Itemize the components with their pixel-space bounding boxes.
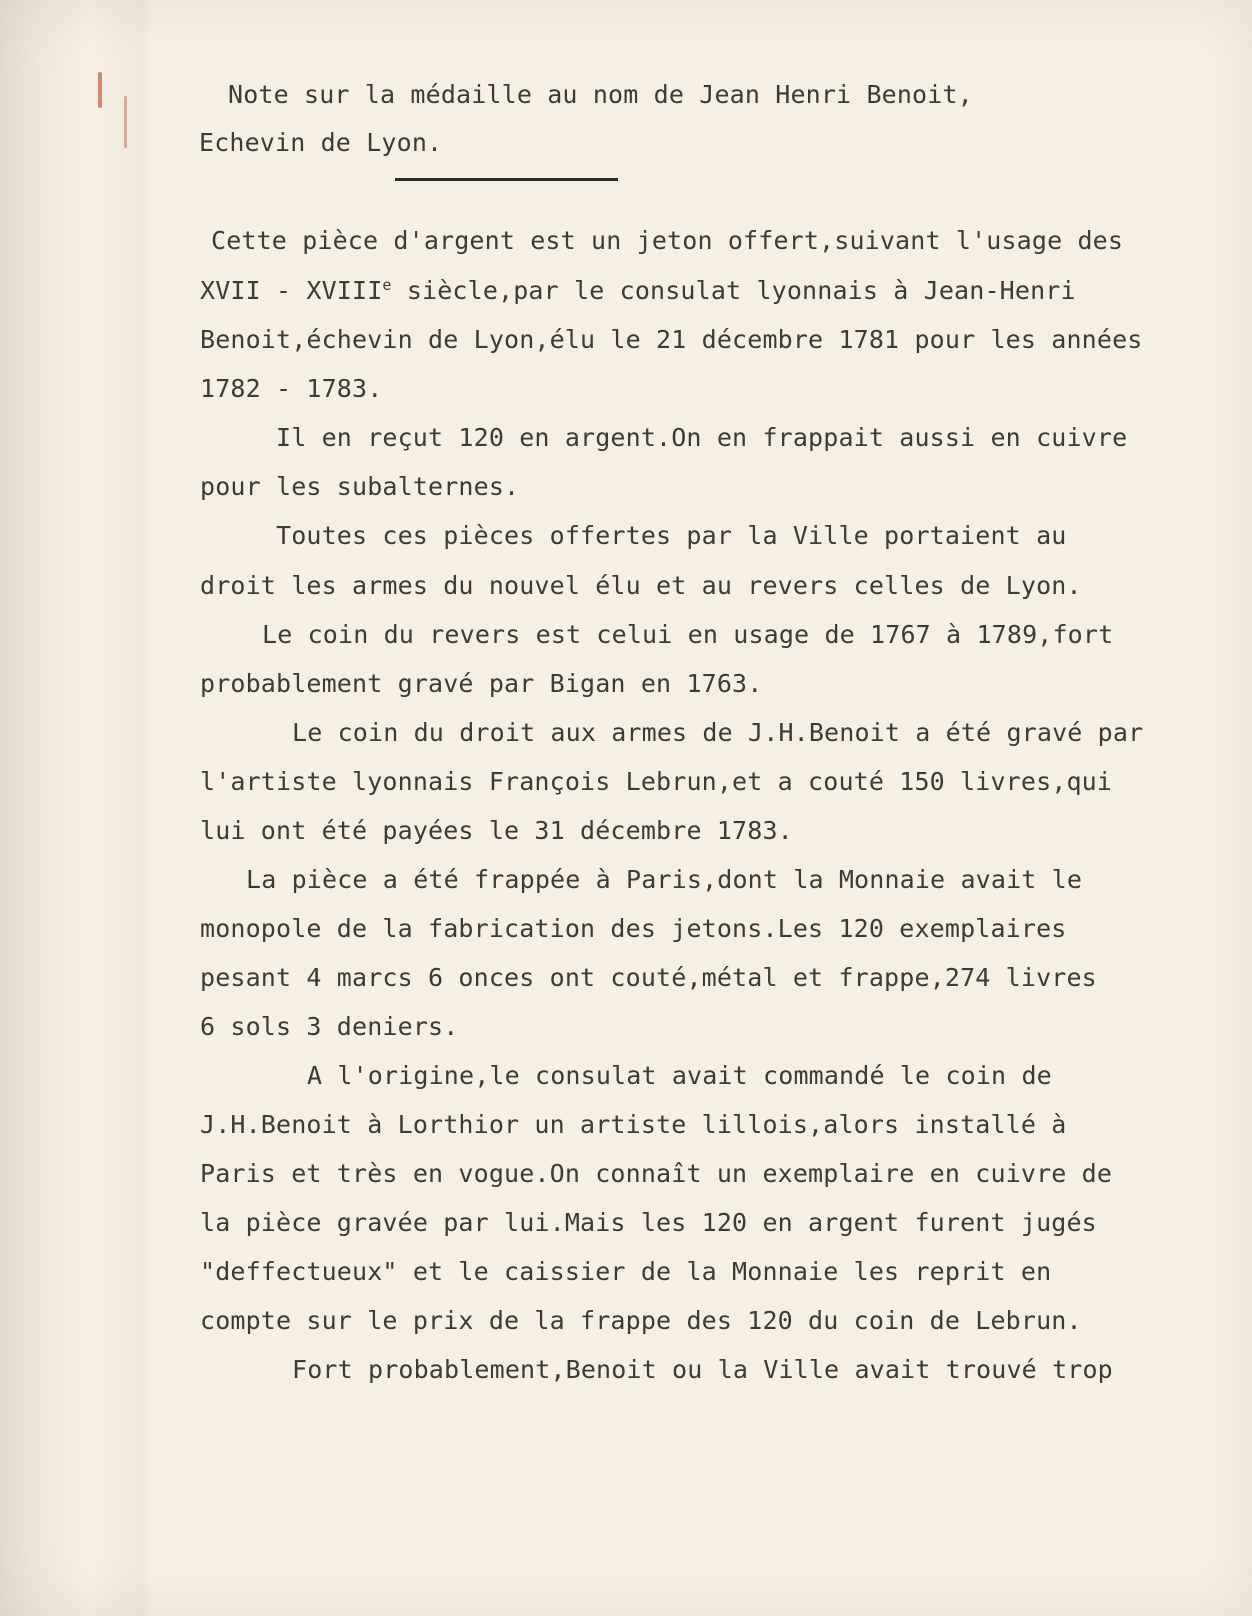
body-line: Il en reçut 120 en argent.On en frappait aussi en cuivre xyxy=(276,423,1128,452)
body-line: monopole de la fabrication des jetons.Les 120 exemplaires xyxy=(200,914,1067,943)
century-text: XVII - XVIII xyxy=(200,276,383,305)
body-line: "deffectueux" et le caissier de la Monnaie les reprit en xyxy=(200,1257,1052,1286)
title-line-2: Echevin de Lyon. xyxy=(199,128,443,157)
paper-fold-shadow xyxy=(0,0,150,1616)
body-line: Fort probablement,Benoit ou la Ville avait trouvé trop xyxy=(292,1355,1113,1384)
title-line-1: Note sur la médaille au nom de Jean Henri Benoit, xyxy=(228,80,973,109)
body-line: pesant 4 marcs 6 onces ont couté,métal et frappe,274 livres xyxy=(200,963,1097,992)
body-line: droit les armes du nouvel élu et au revers celles de Lyon. xyxy=(200,571,1082,600)
body-line: A l'origine,le consulat avait commandé le coin de xyxy=(307,1061,1052,1090)
body-line: Cette pièce d'argent est un jeton offert,suivant l'usage des xyxy=(211,226,1124,255)
body-line: Benoit,échevin de Lyon,élu le 21 décembre 1781 pour les années xyxy=(200,325,1143,354)
body-line: 1782 - 1783. xyxy=(200,374,383,403)
body-line: l'artiste lyonnais François Lebrun,et a couté 150 livres,qui xyxy=(200,767,1113,796)
body-line: La pièce a été frappée à Paris,dont la Monnaie avait le xyxy=(246,865,1083,894)
punch-mark xyxy=(124,96,127,148)
body-line: lui ont été payées le 31 décembre 1783. xyxy=(200,816,793,845)
body-line: probablement gravé par Bigan en 1763. xyxy=(200,669,763,698)
punch-mark xyxy=(98,72,102,108)
body-line: Le coin du droit aux armes de J.H.Benoit a été gravé par xyxy=(292,718,1144,747)
superscript: e xyxy=(382,276,392,294)
body-line: Toutes ces pièces offertes par la Ville portaient au xyxy=(276,521,1067,550)
title-underline xyxy=(395,178,618,181)
body-line: 6 sols 3 deniers. xyxy=(200,1012,459,1041)
body-line: la pièce gravée par lui.Mais les 120 en argent furent jugés xyxy=(200,1208,1097,1237)
body-line: Le coin du revers est celui en usage de 1767 à 1789,fort xyxy=(262,620,1114,649)
body-line: J.H.Benoit à Lorthior un artiste lillois,alors installé à xyxy=(200,1110,1067,1139)
body-line xyxy=(200,276,1076,306)
body-line: Paris et très en vogue.On connaît un exemplaire en cuivre de xyxy=(200,1159,1113,1188)
century-text-rest: siècle,par le consulat lyonnais à Jean-Henri xyxy=(406,276,1076,305)
body-line: compte sur le prix de la frappe des 120 du coin de Lebrun. xyxy=(200,1306,1082,1335)
body-line: pour les subalternes. xyxy=(200,472,520,501)
